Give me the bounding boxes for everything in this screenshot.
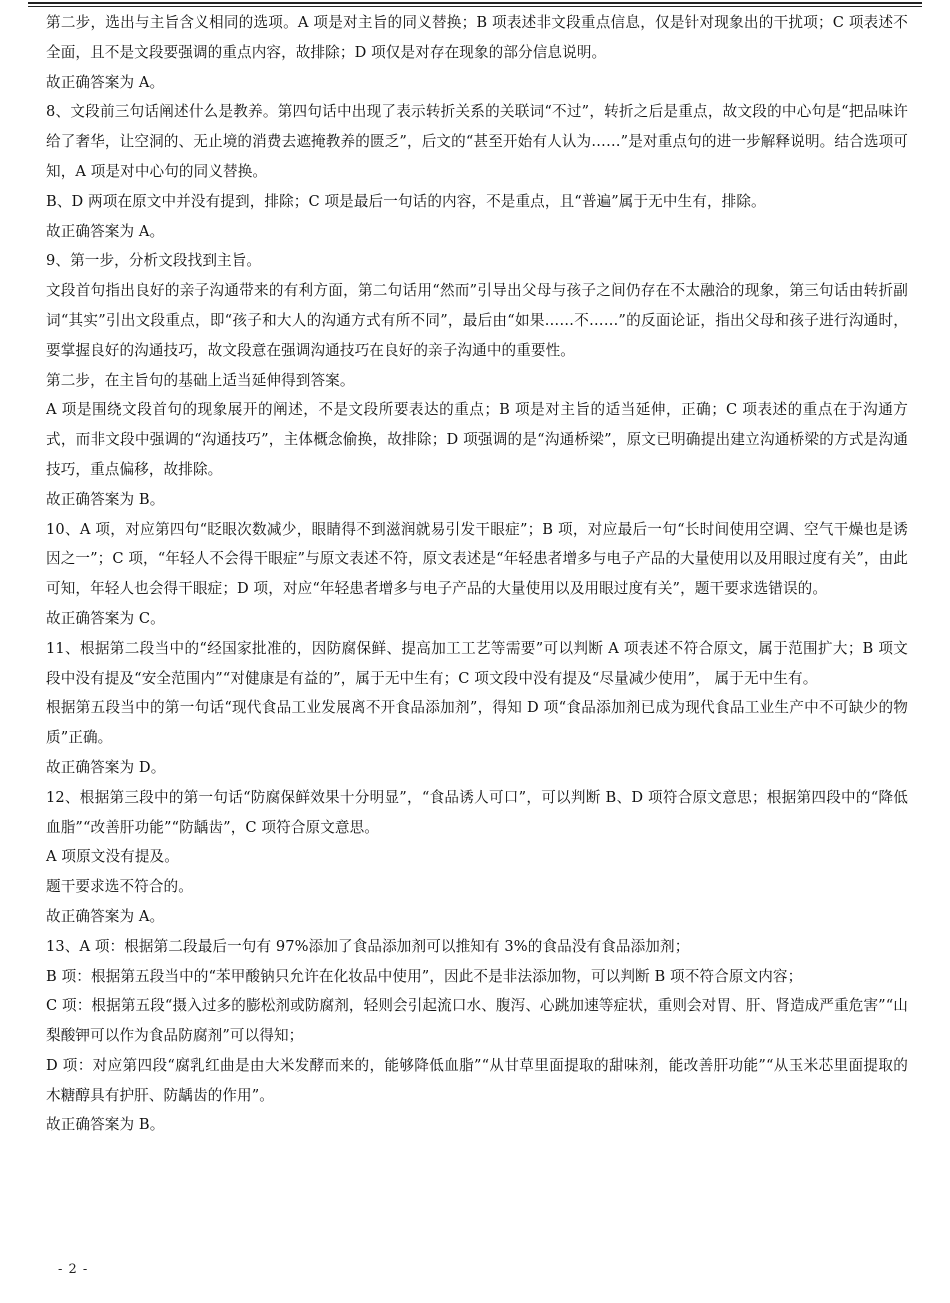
paragraph: 9、第一步，分析文段找到主旨。 bbox=[46, 252, 262, 270]
paragraph: 11、根据第二段当中的“经国家批准的，因防腐保鲜、提高加工工艺等需要”可以判断 A 项表述不符合原文，属于范围扩大；B 项文段中没有提及“安全范围内”“对健康是有益的”，属于无中生有；C 项文段中没有提及“尽量减少使用”， 属于无中生有。 bbox=[46, 639, 908, 687]
paragraph: D 项：对应第四段“腐乳红曲是由大米发酵而来的，能够降低血脂”“从甘草里面提取的甜味剂，能改善肝功能”“从玉米芯里面提取的木糖醇具有护肝、防龋齿的作用”。 bbox=[46, 1056, 908, 1104]
paragraph: 10、A 项，对应第四句“眨眼次数减少，眼睛得不到滋润就易引发干眼症”；B 项，对应最后一句“长时间使用空调、空气干燥也是诱因之一”；C 项，“年轻人不会得干眼症”与原文表述不符，原文表述是“年轻患者增多与电子产品的大量使用以及用眼过度有关”，由此可知，年轻人也会得干眼症；D 项，对应“年轻患者增多与电子产品的大量使用以及用眼过度有关”，题干要求选错误的。 bbox=[46, 520, 908, 598]
answer-explanations bbox=[46, 8, 908, 1140]
paragraph: B 项：根据第五段当中的“苯甲酸钠只允许在化妆品中使用”，因此不是非法添加物，可以判断 B 项不符合原文内容； bbox=[46, 967, 803, 985]
paragraph: 第二步，在主旨句的基础上适当延伸得到答案。 bbox=[46, 371, 355, 389]
paragraph: 第二步，选出与主旨含义相同的选项。A 项是对主旨的同义替换；B 项表述非文段重点信息，仅是针对现象出的干扰项；C 项表述不全面，且不是文段要强调的重点内容，故排除；D 项仅是对存在现象的部分信息说明。 bbox=[46, 14, 908, 61]
paragraph: A 项是围绕文段首句的现象展开的阐述，不是文段所要表达的重点；B 项是对主旨的适当延伸，正确；C 项表述的重点在于沟通方式，而非文段中强调的“沟通技巧”，主体概念偷换，故排除；D 项强调的是“沟通桥梁”，原文已明确提出建立沟通桥梁的方式是沟通技巧，重点偏移，故排除。 bbox=[46, 401, 908, 478]
paragraph: 故正确答案为 B。 bbox=[46, 1116, 165, 1134]
paragraph: 8、文段前三句话阐述什么是教养。第四句话中出现了表示转折关系的关联词“不过”，转折之后是重点，故文段的中心句是“把品味许给了奢华，让空洞的、无止境的消费去遮掩教养的匮乏”，后文的“甚至开始有人认为……”是对重点句的进一步解释说明。结合选项可知，A 项是对中心句的同义替换。 bbox=[46, 103, 908, 180]
paragraph: 故正确答案为 A。 bbox=[46, 73, 165, 91]
paragraph: 故正确答案为 C。 bbox=[46, 609, 165, 627]
paragraph: 题干要求选不符合的。 bbox=[46, 878, 193, 896]
paragraph: 文段首句指出良好的亲子沟通带来的有利方面，第二句话用“然而”引导出父母与孩子之间仍存在不太融洽的现象，第三句话由转折副词“其实”引出文段重点，即“孩子和大人的沟通方式有所不同”，最后由“如果……不……”的反面论证，指出父母和孩子进行沟通时，要掌握良好的沟通技巧，故文段意在强调沟通技巧在良好的亲子沟通中的重要性。 bbox=[46, 282, 908, 359]
paragraph: 根据第五段当中的第一句话“现代食品工业发展离不开食品添加剂”，得知 D 项“食品添加剂已成为现代食品工业生产中不可缺少的物质”正确。 bbox=[46, 699, 908, 747]
header-rule-thin bbox=[28, 6, 922, 7]
paragraph: 故正确答案为 B。 bbox=[46, 490, 165, 508]
paragraph: 故正确答案为 A。 bbox=[46, 222, 165, 240]
paragraph: B、D 两项在原文中并没有提到，排除；C 项是最后一句话的内容，不是重点，且“普遍”属于无中生有，排除。 bbox=[46, 192, 766, 210]
paragraph: C 项：根据第五段“摄入过多的膨松剂或防腐剂，轻则会引起流口水、腹泻、心跳加速等症状，重则会对胃、肝、肾造成严重危害”“山梨酸钾可以作为食品防腐剂”可以得知； bbox=[46, 997, 908, 1045]
page-number: - 2 - bbox=[58, 1262, 89, 1277]
paragraph: A 项原文没有提及。 bbox=[46, 848, 179, 866]
header-rule bbox=[28, 2, 922, 4]
paragraph: 故正确答案为 A。 bbox=[46, 907, 165, 925]
paragraph: 13、A 项：根据第二段最后一句有 97%添加了食品添加剂可以推知有 3%的食品没有食品添加剂； bbox=[46, 937, 690, 955]
paragraph: 12、根据第三段中的第一句话“防腐保鲜效果十分明显”，“食品诱人可口”，可以判断 B、D 项符合原文意思；根据第四段中的“降低血脂”“改善肝功能”“防龋齿”，C 项符合原文意思。 bbox=[46, 788, 908, 836]
paragraph: 故正确答案为 D。 bbox=[46, 758, 166, 776]
